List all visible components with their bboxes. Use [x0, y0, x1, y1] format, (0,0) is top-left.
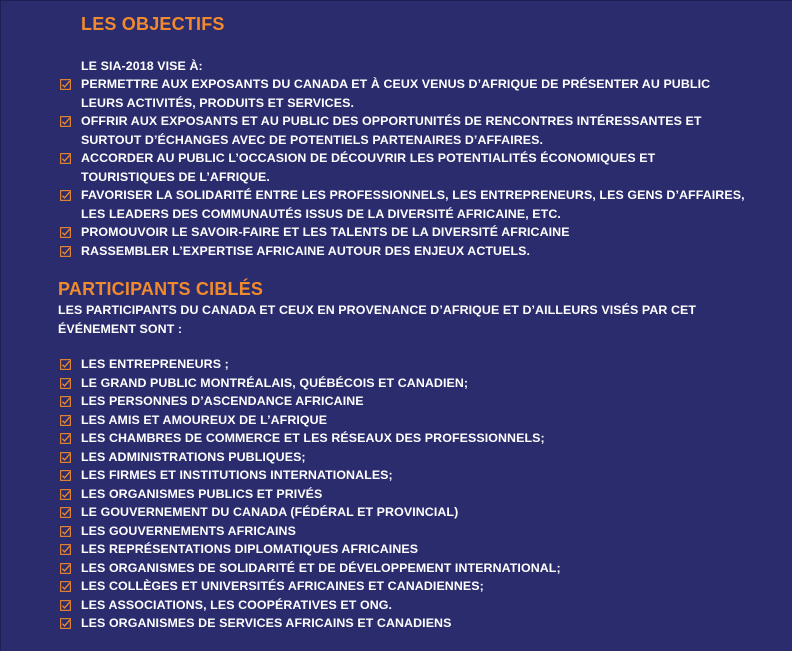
list-item-text: LES FIRMES ET INSTITUTIONS INTERNATIONALES; [81, 468, 393, 482]
list-item-text: ACCORDER AU PUBLIC L’OCCASION DE DÉCOUVRIR LES POTENTIALITÉS ÉCONOMIQUES ET TOURISTIQUES DE L’AFRIQUE. [81, 151, 656, 184]
checkbox-checked-icon [60, 563, 71, 574]
list-item-text: LE GOUVERNEMENT DU CANADA (FÉDÉRAL ET PROVINCIAL) [81, 505, 459, 519]
list-item [59, 448, 749, 467]
checkbox-checked-icon [60, 396, 71, 407]
checkbox-checked-icon [60, 153, 71, 164]
list-item [59, 429, 749, 448]
checkbox-checked-icon [60, 359, 71, 370]
list-item [59, 223, 749, 242]
checkbox-checked-icon [60, 227, 71, 238]
checkbox-checked-icon [60, 581, 71, 592]
list-item-text: LES PERSONNES D’ASCENDANCE AFRICAINE [81, 394, 364, 408]
list-item-text: LES ASSOCIATIONS, LES COOPÉRATIVES ET ONG. [81, 597, 393, 612]
list-item-text: LES ORGANISMES DE SOLIDARITÉ ET DE DÉVELOPPEMENT INTERNATIONAL; [81, 560, 561, 575]
list-item-text: LES COLLÈGES ET UNIVERSITÉS AFRICAINES ET CANADIENNES; [81, 579, 484, 593]
list-item [59, 392, 749, 411]
checkbox-checked-icon [60, 452, 71, 463]
list-item-text: LES CHAMBRES DE COMMERCE ET LES RÉSEAUX DES PROFESSIONNELS; [81, 431, 545, 445]
list-item [59, 75, 749, 112]
checkbox-checked-icon [60, 79, 71, 90]
checkbox-checked-icon [60, 116, 71, 127]
list-item-text: LES ENTREPRENEURS ; [81, 357, 229, 371]
checkbox-checked-icon [60, 246, 71, 257]
objectifs-heading: LES OBJECTIFS [81, 14, 225, 34]
list-item [59, 112, 749, 149]
checkbox-checked-icon [60, 378, 71, 389]
list-item [59, 559, 749, 578]
list-item [59, 466, 749, 485]
checkbox-checked-icon [60, 489, 71, 500]
list-item [59, 577, 749, 596]
checkbox-checked-icon [60, 544, 71, 555]
list-item [59, 355, 749, 374]
list-item [59, 411, 749, 430]
participants-intro: LES PARTICIPANTS DU CANADA ET CEUX EN PROVENANCE D’AFRIQUE ET D’AILLEURS VISÉS PAR CET ÉVÉNEMENT SONT : [58, 303, 697, 336]
list-item-text: LE GRAND PUBLIC MONTRÉALAIS, QUÉBÉCOIS ET CANADIEN; [81, 375, 469, 390]
checkbox-checked-icon [60, 507, 71, 518]
list-item-text: LES ADMINISTRATIONS PUBLIQUES; [81, 449, 306, 464]
objectifs-intro: LE SIA-2018 VISE À: [81, 59, 203, 73]
list-item-text: LES REPRÉSENTATIONS DIPLOMATIQUES AFRICAINES [81, 542, 419, 556]
list-item-text: FAVORISER LA SOLIDARITÉ ENTRE LES PROFESSIONNELS, LES ENTREPRENEURS, LES GENS D’AFFAIRES, LES LEADERS DES COMMUNAUTÉS ISSUS DE LA DIVERSITÉ AFRICAINE, ETC. [81, 188, 745, 221]
checkbox-checked-icon [60, 190, 71, 201]
list-item-text: LES AMIS ET AMOUREUX DE L’AFRIQUE [81, 412, 328, 427]
list-item [59, 503, 749, 522]
checkbox-checked-icon [60, 470, 71, 481]
list-item-text: PERMETTRE AUX EXPOSANTS DU CANADA ET À CEUX VENUS D’AFRIQUE DE PRÉSENTER AU PUBLIC LEURS ACTIVITÉS, PRODUITS ET SERVICES. [81, 77, 711, 110]
checkbox-checked-icon [60, 433, 71, 444]
list-item [59, 540, 749, 559]
list-item-text: LES GOUVERNEMENTS AFRICAINS [81, 523, 296, 538]
list-item [59, 149, 749, 186]
objectifs-list [59, 75, 749, 260]
list-item-text: OFFRIR AUX EXPOSANTS ET AU PUBLIC DES OPPORTUNITÉS DE RENCONTRES INTÉRESSANTES ET SURTOUT D’ÉCHANGES AVEC DE POTENTIELS PARTENAIRES D’AFFAIRES. [81, 114, 702, 147]
list-item [59, 485, 749, 504]
checkbox-checked-icon [60, 600, 71, 611]
checkbox-checked-icon [60, 526, 71, 537]
participants-list [59, 355, 749, 633]
list-item [59, 614, 749, 633]
list-item [59, 522, 749, 541]
checkbox-checked-icon [60, 618, 71, 629]
list-item-text: RASSEMBLER L’EXPERTISE AFRICAINE AUTOUR DES ENJEUX ACTUELS. [81, 243, 531, 258]
list-item-text: PROMOUVOIR LE SAVOIR-FAIRE ET LES TALENTS DE LA DIVERSITÉ AFRICAINE [81, 225, 570, 239]
list-item [59, 186, 749, 223]
list-item-text: LES ORGANISMES PUBLICS ET PRIVÉS [81, 486, 323, 501]
checkbox-checked-icon [60, 415, 71, 426]
list-item [59, 374, 749, 393]
list-item-text: LES ORGANISMES DE SERVICES AFRICAINS ET CANADIENS [81, 616, 452, 630]
list-item [59, 596, 749, 615]
participants-heading: PARTICIPANTS CIBLÉS [58, 279, 264, 299]
list-item [59, 242, 749, 261]
